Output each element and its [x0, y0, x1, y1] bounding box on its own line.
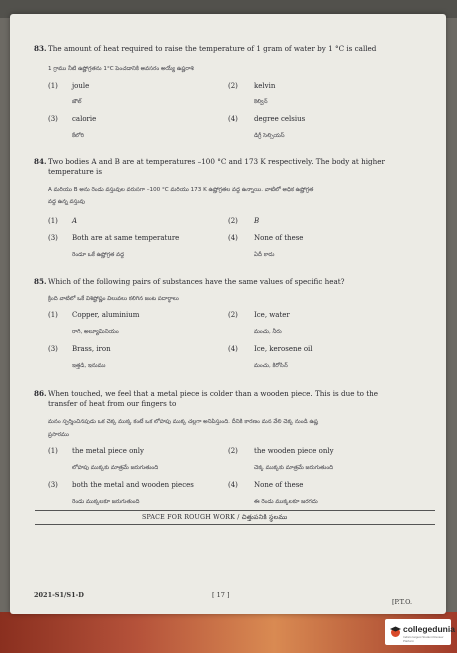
option-text: A — [72, 217, 78, 225]
option-number: (2) — [228, 311, 238, 319]
question-text-telugu: 1 గ్రాము నీటి ఉష్ణోగ్రతను 1°C పెంచడానికి అవసరం అయ్యే ఉష్ణరాశి — [48, 66, 194, 72]
option-text-telugu: జౌల్ — [72, 99, 82, 105]
option-text: Brass, iron — [72, 345, 111, 353]
paper-code: 2021-S1/S1-D — [34, 591, 84, 599]
option-number: (2) — [228, 447, 238, 455]
question-text: transfer of heat from our fingers to — [48, 399, 177, 408]
option-text-telugu: ఇత్తడి, ఇనుము — [72, 363, 106, 369]
option-number: (3) — [48, 234, 58, 242]
option-text: Ice, kerosene oil — [254, 345, 313, 353]
collegedunia-logo — [385, 619, 455, 645]
question-number: 83. — [34, 44, 47, 53]
option-number: (1) — [48, 217, 58, 225]
option-text: B — [254, 217, 260, 225]
option-text: joule — [72, 82, 90, 90]
question-text: temperature is — [48, 167, 103, 176]
option-text: the wooden piece only — [254, 447, 334, 455]
exam-page — [10, 14, 446, 614]
option-text-telugu: చెక్క ముక్కకు మాత్రమే జరుగుతుంది — [254, 465, 334, 471]
option-text-telugu: రెండు ముక్కలకూ జరుగుతుంది — [72, 499, 140, 505]
option-text: both the metal and wooden pieces — [72, 481, 194, 489]
option-text: calorie — [72, 115, 97, 123]
option-text: None of these — [254, 234, 304, 242]
option-text-telugu: మంచు, కిరోసిన్ — [254, 363, 288, 369]
option-number: (1) — [48, 311, 58, 319]
question-text: Two bodies A and B are at temperatures –100 °C and 173 K respectively. The body at higher — [48, 157, 385, 166]
option-text: Copper, aluminium — [72, 311, 140, 319]
please-turn-over: [P.T.O. — [392, 598, 413, 606]
question-text-telugu: A మరియు B అను రెండు వస్తువుల వరుసగా –100 °C మరియు 173 K ఉష్ణోగ్రతల వద్ద ఉన్నాయి. వాటిలో అధిక ఉష్ణోగ్రత — [48, 187, 314, 193]
question-text-telugu: వద్ద ఉన్న వస్తువు — [48, 199, 85, 205]
question-text: The amount of heat required to raise the temperature of 1 gram of water by 1 °C is called — [48, 44, 377, 53]
question-number: 84. — [34, 157, 47, 166]
divider-line — [35, 524, 435, 525]
question-number: 86. — [34, 389, 47, 398]
option-number: (4) — [228, 115, 238, 123]
option-number: (1) — [48, 447, 58, 455]
graduate-icon — [389, 625, 402, 638]
option-number: (4) — [228, 481, 238, 489]
option-text-telugu: రాగి, అల్యూమినియం — [72, 329, 119, 335]
logo-tagline: India's largest Student Review Platform — [403, 635, 444, 643]
option-text: None of these — [254, 481, 304, 489]
option-text-telugu: కేలోరి — [72, 133, 84, 139]
option-number: (2) — [228, 82, 238, 90]
option-text: Ice, water — [254, 311, 290, 319]
logo-name: collegedunia — [403, 624, 455, 634]
option-number: (2) — [228, 217, 238, 225]
option-text-telugu: కెల్విన్ — [254, 99, 268, 105]
option-text: kelvin — [254, 82, 276, 90]
option-text-telugu: మంచు, నీరు — [254, 329, 282, 335]
option-number: (1) — [48, 82, 58, 90]
page-number: [ 17 ] — [212, 591, 230, 599]
option-number: (3) — [48, 481, 58, 489]
divider-line — [35, 510, 435, 511]
option-text-telugu: ఏదీ కాదు — [254, 252, 275, 258]
option-text: Both are at same temperature — [72, 234, 180, 242]
option-text-telugu: డిగ్రీ సెల్సియస్ — [254, 133, 285, 139]
option-text: degree celsius — [254, 115, 306, 123]
option-text-telugu: ఈ రెండు ముక్కలకూ జరగదు — [254, 499, 318, 505]
question-text-telugu: మనం స్పర్శించినపుడు ఒక చెక్క ముక్క కంటే ఒక లోహపు ముక్క చల్లగా అనిపిస్తుంది. దీనికి కారణం మన వేలి చెక్క నుండి ఉష్ణ — [48, 419, 318, 425]
option-text-telugu: లోహపు ముక్కకు మాత్రమే జరుగుతుంది — [72, 465, 159, 471]
option-number: (4) — [228, 345, 238, 353]
question-text-telugu: ప్రసారము — [48, 432, 69, 438]
question-number: 85. — [34, 277, 47, 286]
option-number: (4) — [228, 234, 238, 242]
option-text-telugu: రెండూ ఒకే ఉష్ణోగ్రత వద్ద — [72, 252, 125, 258]
rough-work-label: SPACE FOR ROUGH WORK / చిత్తుపనికి స్థలము — [142, 514, 288, 521]
option-text: the metal piece only — [72, 447, 144, 455]
option-number: (3) — [48, 115, 58, 123]
question-text: Which of the following pairs of substances have the same values of specific heat? — [48, 277, 345, 286]
option-number: (3) — [48, 345, 58, 353]
question-text-telugu: క్రింది వాటిలో ఒకే విశిష్టోష్ణం విలువలు కలిగిన జంట పదార్థాలు — [48, 296, 179, 302]
question-text: When touched, we feel that a metal piece is colder than a wooden piece. This is due to the — [48, 389, 379, 398]
